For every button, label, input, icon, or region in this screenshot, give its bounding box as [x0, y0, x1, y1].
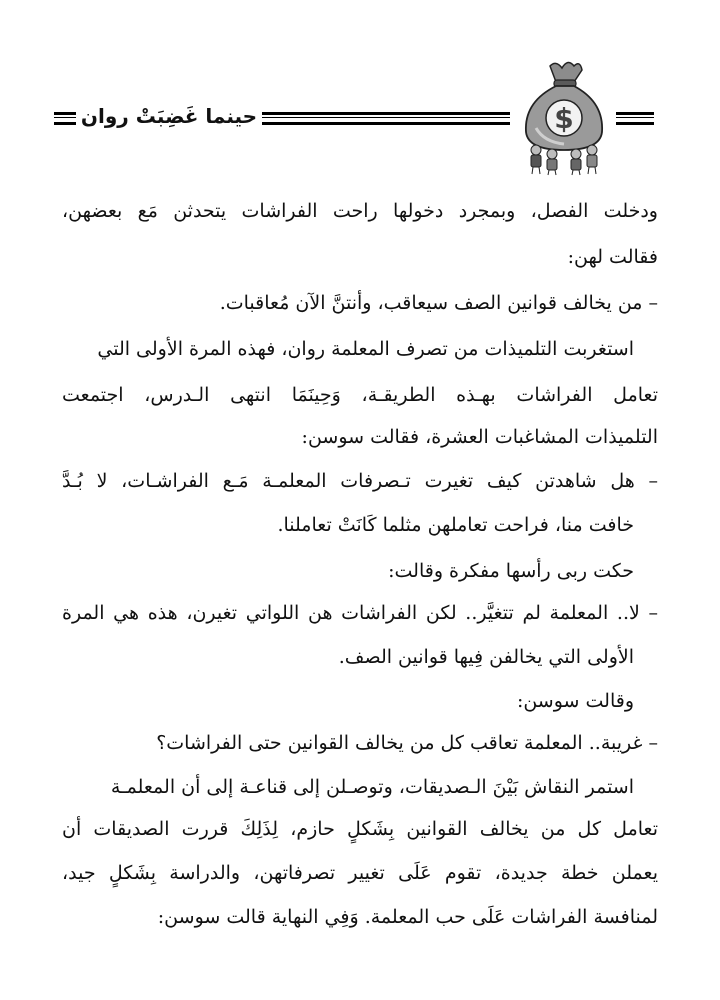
text-line: استغربت التلميذات من تصرف المعلمة روان، فهذه المرة الأولى التي [97, 338, 634, 360]
text-line: تعامل الفراشات بهـذه الطريقـة، وَحِينَمَا انتهى الـدرس، اجتمعت [62, 384, 658, 406]
text-line: يعملن خطة جديدة، تقوم عَلَى تغيير تصرفاتهن، والدراسة بِشَكلٍ جيد، [62, 862, 658, 884]
text-line: ودخلت الفصل، وبمجرد دخولها راحت الفراشات يتحدثن مَع بعضهن، [62, 200, 658, 222]
dialogue-line: الأولى التي يخالفن فِيها قوانين الصف. [338, 646, 634, 668]
text-line: التلميذات المشاغبات العشرة، فقالت سوسن: [301, 426, 658, 448]
svg-text:$: $ [554, 102, 574, 135]
dialogue-line: – غريبة.. المعلمة تعاقب كل من يخالف القوانين حتى الفراشات؟ [156, 732, 658, 754]
text-line: حكت ربى رأسها مفكرة وقالت: [388, 560, 634, 582]
dialogue-line: – هل شاهدتن كيف تغيرت تـصرفات المعلمـة مَـع الفراشـات، لا بُـدَّ [62, 470, 658, 492]
text-line: فقالت لهن: [567, 246, 658, 268]
text-line: تعامل كل من يخالف القوانين بِشَكلٍ حازم، لِذَلِكَ قررت الصديقات أن [62, 818, 658, 840]
dialogue-line: – من يخالف قوانين الصف سيعاقب، وأنتنَّ الآن مُعاقبات. [219, 292, 658, 314]
text-line: لمنافسة الفراشات عَلَى حب المعلمة. وَفِي النهاية قالت سوسن: [157, 906, 658, 928]
text-line: وقالت سوسن: [516, 690, 634, 712]
chapter-title: حينما غَضِبَتْ روان [80, 104, 258, 128]
dialogue-line: خافت منا، فراحت تعاملهن مثلما كَانَتْ تعاملنا. [277, 514, 634, 536]
text-line: استمر النقاش بَيْنَ الـصديقات، وتوصـلن إلى قناعـة إلى أن المعلمـة [110, 776, 634, 798]
dialogue-line: – لا.. المعلمة لم تتغيَّر.. لكن الفراشات هن اللواتي تغيرن، هذه هي المرة [62, 602, 658, 624]
